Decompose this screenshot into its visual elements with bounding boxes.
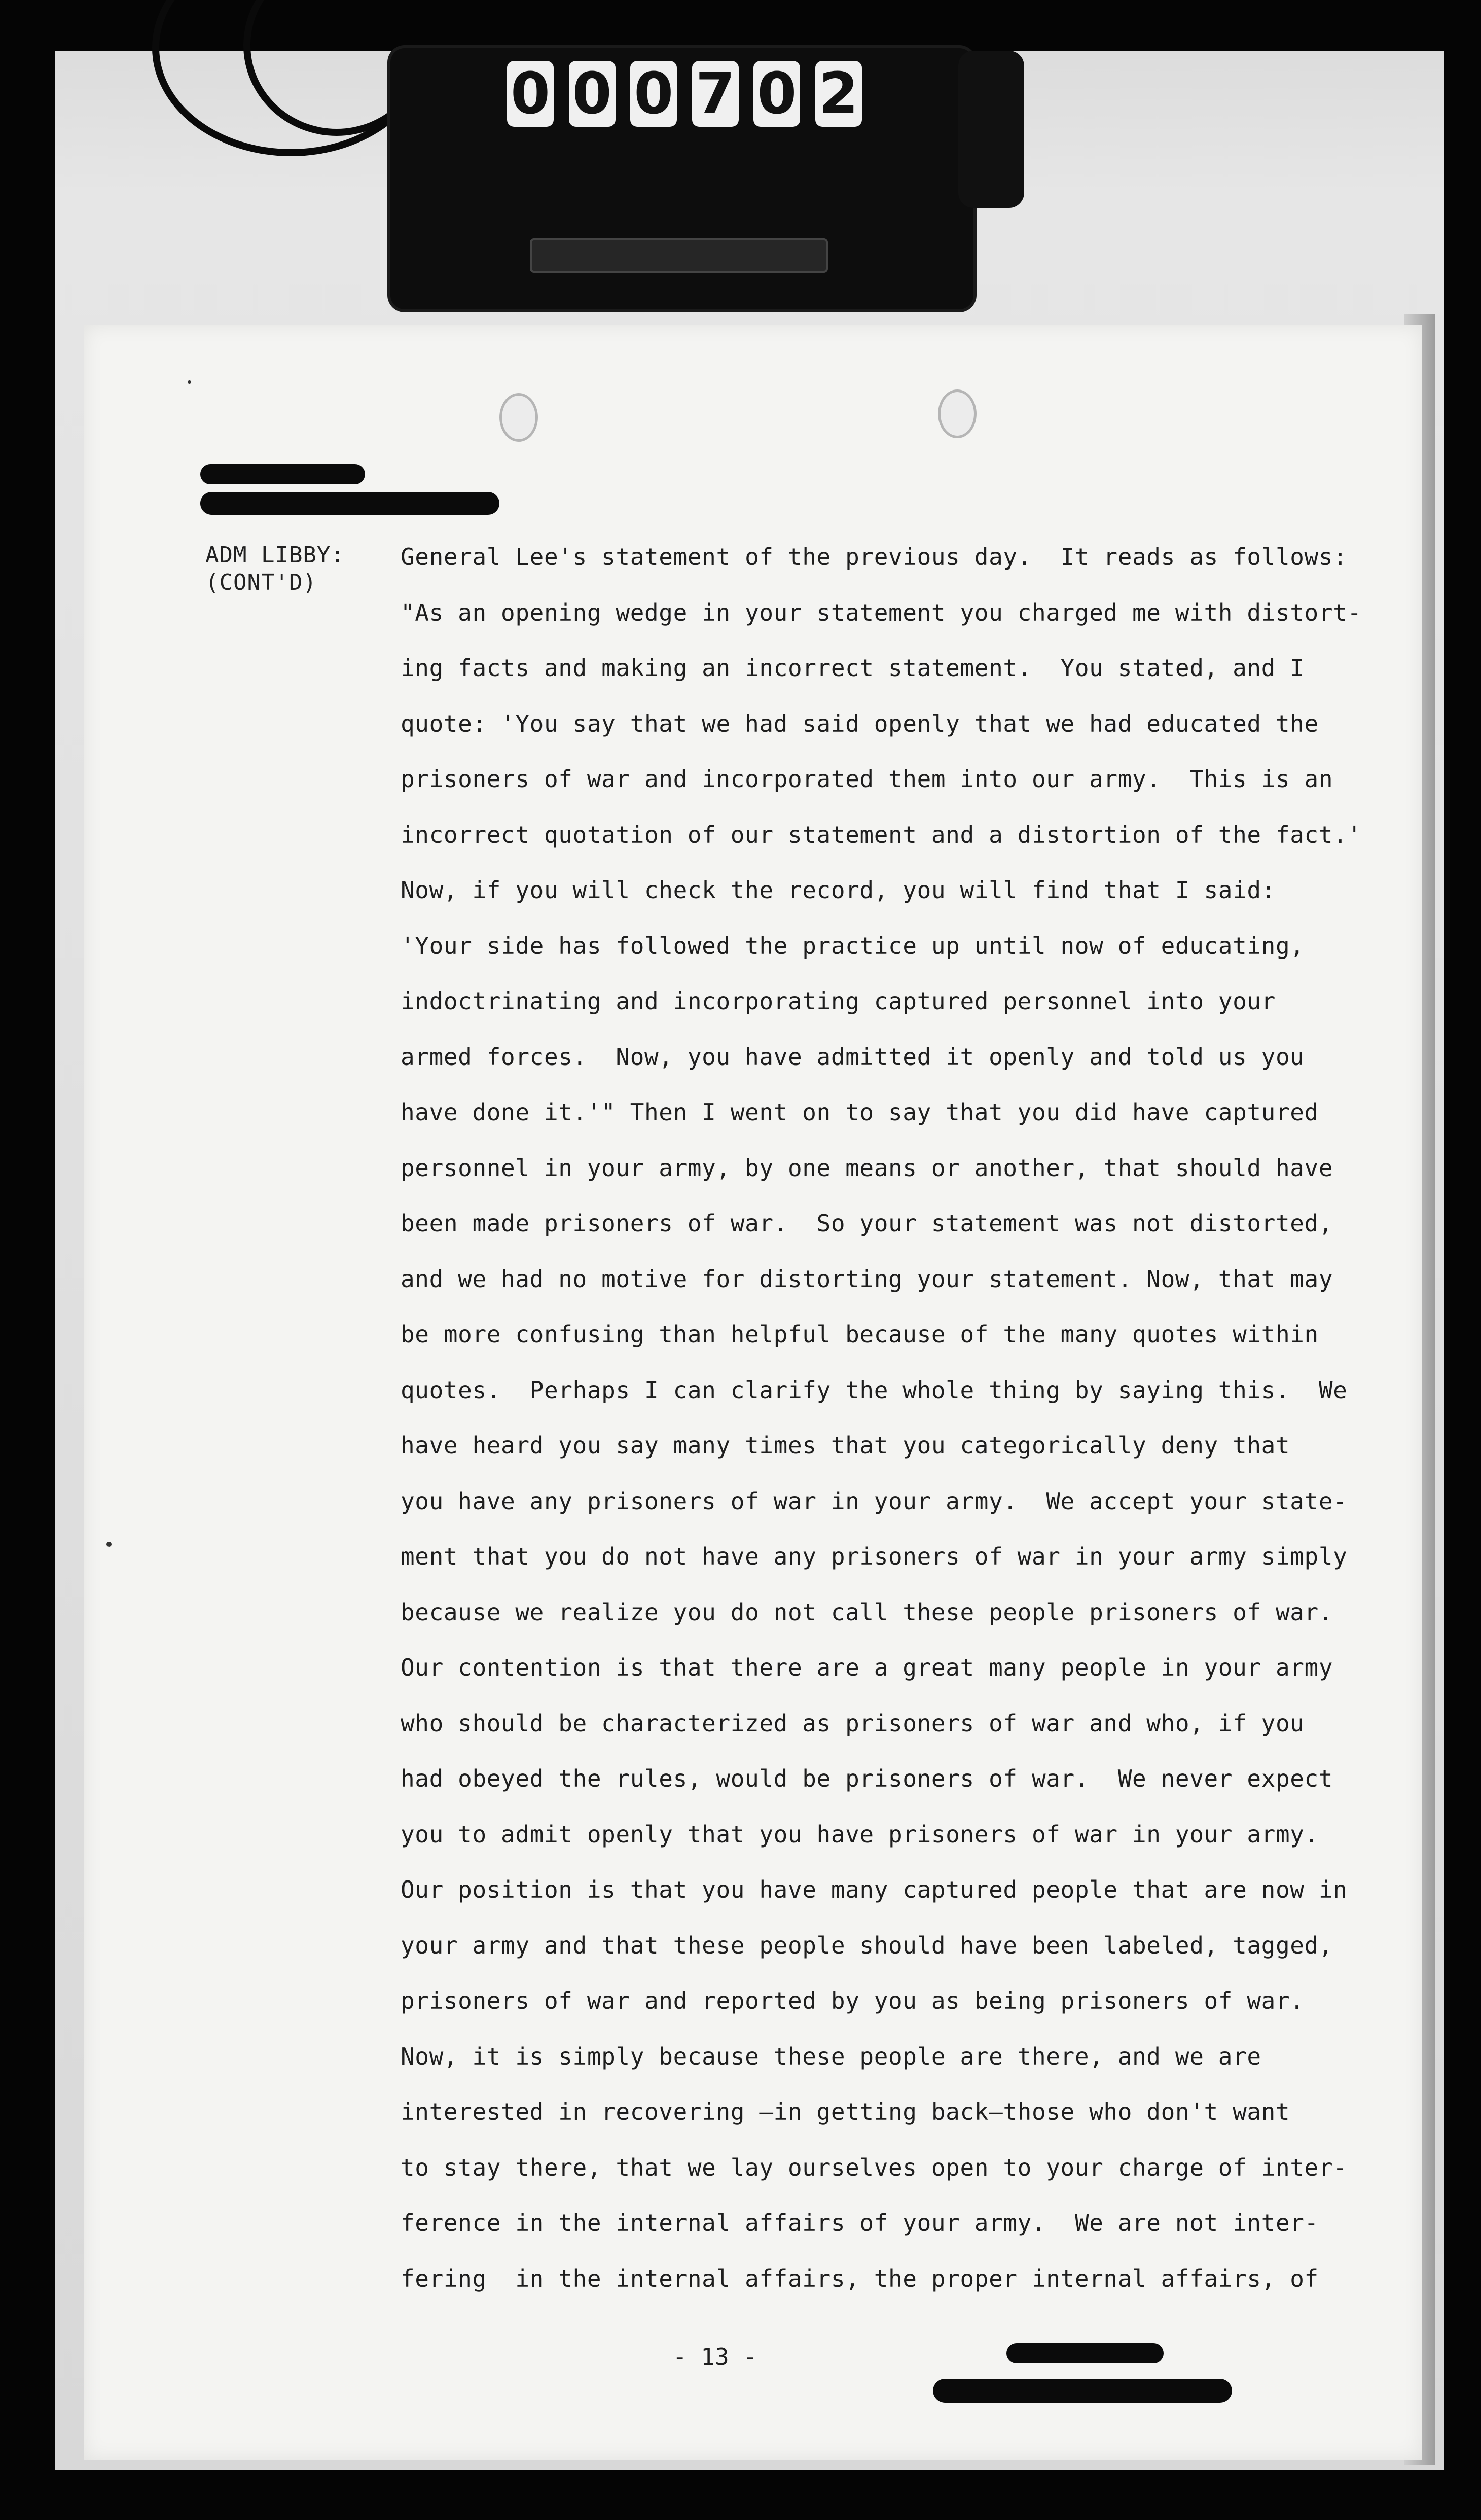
punch-hole [499, 393, 538, 442]
redaction-bar [933, 2379, 1232, 2403]
speaker-name: ADM LIBBY: [205, 542, 345, 568]
text-line: prisoners of war and reported by you as being prisoners of war. [401, 1987, 1305, 2014]
text-line: be more confusing than helpful because of the many quotes within [401, 1321, 1319, 1348]
text-line: Now, if you will check the record, you will find that I said: [401, 876, 1276, 904]
speaker-continued: (CONT'D) [205, 570, 317, 595]
text-line: Our position is that you have many captured people that are now in [401, 1876, 1348, 1903]
text-line: 'Your side has followed the practice up until now of educating, [401, 932, 1305, 960]
text-line: Now, it is simply because these people are there, and we are [401, 2042, 1261, 2070]
film-speck [106, 1542, 112, 1547]
text-line: armed forces. Now, you have admitted it openly and told us you [401, 1043, 1305, 1071]
redaction-bar [200, 492, 499, 515]
counter-digit: 7 [692, 61, 739, 127]
text-line: you have any prisoners of war in your army. We accept your state- [401, 1487, 1348, 1515]
text-line: incorrect quotation of our statement and a distortion of the fact.' [401, 821, 1362, 848]
text-line: and we had no motive for distorting your statement. Now, that may [401, 1265, 1333, 1293]
counter-digit: 2 [815, 61, 862, 127]
text-line: ment that you do not have any prisoners of war in your army simply [401, 1543, 1348, 1570]
film-speck [188, 380, 191, 384]
text-line: had obeyed the rules, would be prisoners of war. We never expect [401, 1765, 1333, 1792]
text-line: been made prisoners of war. So your statement was not distorted, [401, 1210, 1333, 1237]
text-line: prisoners of war and incorporated them into our army. This is an [401, 765, 1333, 793]
frame-counter-digits [507, 61, 862, 132]
text-line: quotes. Perhaps I can clarify the whole thing by saying this. We [401, 1376, 1348, 1404]
text-line: have heard you say many times that you categorically deny that [401, 1432, 1290, 1459]
speaker-label [205, 542, 398, 596]
text-line: to stay there, that we lay ourselves open to your charge of inter- [401, 2153, 1348, 2181]
text-line: fering in the internal affairs, the proper internal affairs, of [401, 2264, 1319, 2292]
text-line: your army and that these people should have been labeled, tagged, [401, 1931, 1333, 1959]
counter-digit: 0 [507, 61, 554, 127]
redaction-bar [200, 464, 365, 484]
redaction-bar [1006, 2343, 1164, 2363]
text-line: have done it.'" Then I went on to say that you did have captured [401, 1098, 1319, 1126]
text-line: you to admit openly that you have prisoners of war in your army. [401, 1820, 1319, 1848]
text-line: indoctrinating and incorporating captured personnel into your [401, 987, 1276, 1015]
text-line: because we realize you do not call these people prisoners of war. [401, 1598, 1333, 1626]
text-line: General Lee's statement of the previous day. It reads as follows: [401, 543, 1348, 571]
text-line: interested in recovering —in getting back—those who don't want [401, 2098, 1290, 2125]
page-number: - 13 - [672, 2343, 757, 2370]
counter-digit: 0 [753, 61, 800, 127]
punch-hole [938, 389, 977, 438]
text-line: personnel in your army, by one means or another, that should have [401, 1154, 1333, 1182]
counter-digit: 0 [569, 61, 616, 127]
text-line: "As an opening wedge in your statement you charged me with distort- [401, 598, 1362, 626]
text-line: quote: 'You say that we had said openly that we had educated the [401, 709, 1319, 737]
text-line: who should be characterized as prisoners of war and who, if you [401, 1709, 1305, 1737]
counter-digit: 0 [630, 61, 677, 127]
counter-slot [530, 238, 828, 273]
text-line: ing facts and making an incorrect statement. You stated, and I [401, 654, 1305, 682]
transcript-body [401, 542, 1379, 2319]
counter-knob [958, 51, 1024, 208]
text-line: ference in the internal affairs of your army. We are not inter- [401, 2209, 1319, 2237]
text-line: Our contention is that there are a great many people in your army [401, 1654, 1333, 1681]
